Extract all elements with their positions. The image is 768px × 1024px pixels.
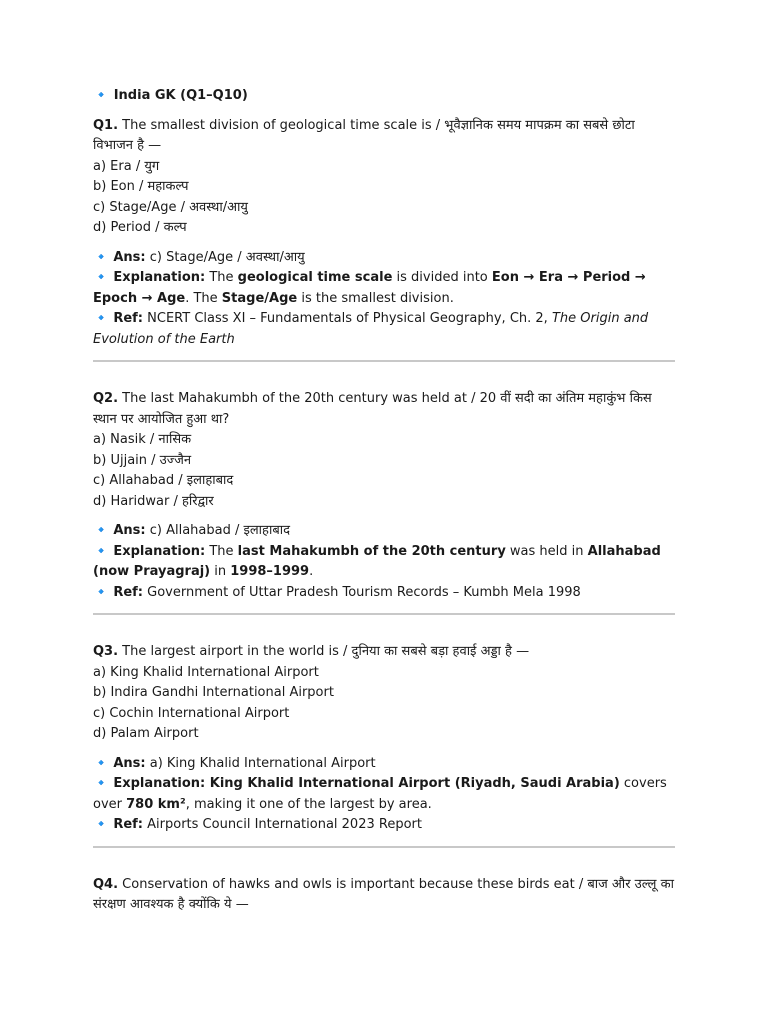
- explanation-line-label: Explanation:: [113, 543, 206, 559]
- question-stem: The largest airport in the world is / दुनिया का सबसे बड़ा हवाई अड्डा है —: [118, 644, 530, 659]
- explanation-text: in: [210, 564, 231, 579]
- answer-line: [93, 248, 675, 269]
- marker-icon: 🔹: [93, 311, 110, 326]
- section-divider: [93, 360, 675, 362]
- question-block: [93, 642, 675, 836]
- explanation-text: , making it one of the largest by area.: [185, 796, 432, 812]
- explanation-text: .: [309, 564, 314, 579]
- answer-line: [93, 754, 675, 775]
- explanation-text: geological time scale: [237, 270, 393, 285]
- option-item: b) Indira Gandhi International Airport: [93, 685, 334, 700]
- answer-line-label: Ans:: [113, 755, 146, 771]
- marker-icon: 🔹: [93, 755, 110, 771]
- explanation-text: The: [205, 270, 238, 285]
- explanation-line: [93, 774, 675, 815]
- answer-block: [93, 521, 675, 603]
- explanation-text: last Mahakumbh of the 20th century: [237, 543, 506, 559]
- option-item: d) Period / कल्प: [93, 220, 187, 235]
- reference-text: Airports Council International 2023 Report: [143, 817, 422, 832]
- question-text: [93, 875, 675, 916]
- reference-text: NCERT Class XI – Fundamentals of Physical Geography, Ch. 2,: [143, 311, 552, 326]
- answer-line-label: Ans:: [113, 249, 146, 265]
- explanation-text: The: [205, 543, 238, 559]
- marker-icon: 🔹: [93, 776, 110, 791]
- question-number: Q3.: [93, 644, 119, 659]
- question-text: [93, 642, 675, 663]
- option-item: a) King Khalid International Airport: [93, 664, 319, 680]
- question-number: Q4.: [93, 876, 119, 892]
- explanation-text: 780 km²: [126, 796, 186, 812]
- question-stem: Conservation of hawks and owls is important because these birds eat / बाज और उल्लू का संरक्षण आवश्यक है क्योंकि ये —: [93, 876, 674, 912]
- question-block: [93, 389, 675, 603]
- option-item: b) Eon / महाकल्प: [93, 179, 189, 194]
- option-item: a) Nasik / नासिक: [93, 432, 192, 447]
- question-list: [93, 116, 675, 916]
- explanation-line: [93, 268, 675, 309]
- reference-text: Government of Uttar Pradesh Tourism Records – Kumbh Mela 1998: [143, 584, 581, 600]
- explanation-text: is divided into: [392, 270, 492, 285]
- reference-text: The Origin and Evolution of the Earth: [93, 311, 649, 347]
- quiz-content: [93, 86, 675, 916]
- section-title: 🔹 India GK (Q1–Q10): [93, 88, 248, 103]
- reference-line-label: Ref:: [113, 311, 144, 326]
- explanation-text: 1998–1999: [230, 564, 310, 579]
- marker-icon: 🔹: [93, 270, 110, 285]
- option-item: c) Stage/Age / अवस्था/आयु: [93, 199, 248, 215]
- answer-line: [93, 521, 675, 542]
- reference-line: [93, 309, 675, 350]
- question-text: [93, 389, 675, 430]
- option-item: c) Cochin International Airport: [93, 705, 290, 721]
- answer-line-label: Ans:: [113, 523, 146, 538]
- question-number: Q1.: [93, 117, 119, 133]
- explanation-line-label: Explanation:: [113, 776, 206, 791]
- marker-icon: 🔹: [93, 584, 110, 600]
- answer-block: [93, 754, 675, 836]
- reference-line: [93, 815, 675, 836]
- answer-text: c) Stage/Age / अवस्था/आयु: [145, 249, 305, 265]
- answer-text: c) Allahabad / इलाहाबाद: [145, 523, 291, 538]
- explanation-text: Stage/Age: [221, 290, 298, 306]
- option-item: d) Haridwar / हरिद्वार: [93, 493, 214, 509]
- option-item: c) Allahabad / इलाहाबाद: [93, 473, 234, 488]
- explanation-line: [93, 542, 675, 583]
- section-divider: [93, 846, 675, 848]
- marker-icon: 🔹: [93, 249, 110, 265]
- explanation-text: is the smallest division.: [297, 290, 454, 306]
- question-block: [93, 116, 675, 351]
- marker-icon: 🔹: [93, 523, 110, 538]
- explanation-text: . The: [185, 290, 222, 306]
- answer-block: [93, 248, 675, 351]
- explanation-text: Eon → Era → Period → Epoch → Age: [93, 270, 646, 306]
- reference-line-label: Ref:: [113, 584, 144, 600]
- marker-icon: 🔹: [93, 543, 110, 559]
- section-divider: [93, 613, 675, 615]
- option-list: [93, 663, 675, 745]
- question-text: [93, 116, 675, 157]
- question-stem: The smallest division of geological time scale is / भूवैज्ञानिक समय मापक्रम का सबसे छोटा विभाजन है —: [93, 117, 635, 153]
- option-item: b) Ujjain / उज्जैन: [93, 452, 192, 468]
- explanation-text: covers over: [93, 776, 667, 812]
- option-list: [93, 430, 675, 512]
- marker-icon: 🔹: [93, 817, 110, 832]
- question-block: [93, 875, 675, 916]
- option-item: a) Era / युग: [93, 158, 160, 174]
- option-list: [93, 157, 675, 239]
- answer-text: a) King Khalid International Airport: [145, 755, 376, 771]
- explanation-text: King Khalid International Airport (Riyadh, Saudi Arabia): [205, 776, 620, 791]
- explanation-text: was held in: [505, 543, 588, 559]
- question-stem: The last Mahakumbh of the 20th century was held at / 20 वीं सदी का अंतिम महाकुंभ किस स्थान पर आयोजित हुआ था?: [93, 391, 652, 427]
- question-number: Q2.: [93, 391, 119, 406]
- option-item: d) Palam Airport: [93, 726, 199, 741]
- reference-line: [93, 583, 675, 604]
- reference-line-label: Ref:: [113, 817, 144, 832]
- explanation-line-label: Explanation:: [113, 270, 206, 285]
- explanation-text: Allahabad (now Prayagraj): [93, 543, 661, 579]
